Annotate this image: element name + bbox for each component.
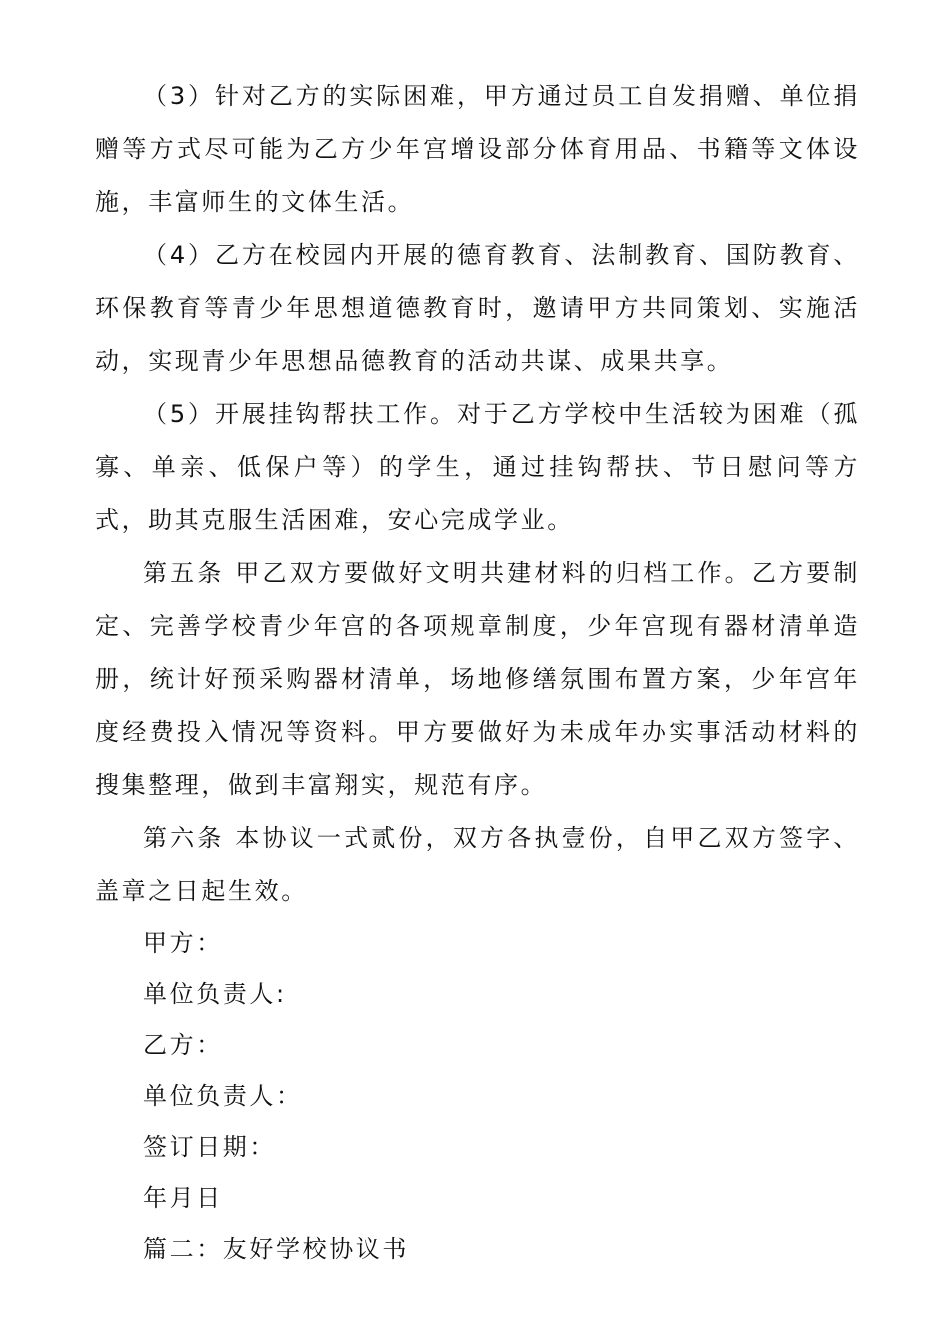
party-b-label: 乙方： (143, 1031, 223, 1059)
document-body (95, 70, 860, 1275)
party-b-leader-label: 单位负责人： (143, 1082, 303, 1110)
sign-date-label: 签订日期： (143, 1133, 276, 1161)
next-section-title: 篇二：友好学校协议书 (143, 1235, 409, 1263)
signature-block (95, 918, 860, 1275)
paragraph-item-5: （5）开展挂钩帮扶工作。对于乙方学校中生活较为困难（孤寡、单亲、低保户等）的学生，通过挂钩帮扶、节日慰问等方式，助其克服生活困难，安心完成学业。 (95, 400, 860, 534)
article-five: 第五条 甲乙双方要做好文明共建材料的归档工作。乙方要制定、完善学校青少年宫的各项规章制度，少年宫现有器材清单造册，统计好预采购器材清单，场地修缮氛围布置方案，少年宫年度经费投入情况等资料。甲方要做好为未成年办实事活动材料的搜集整理，做到丰富翔实，规范有序。 (95, 559, 860, 799)
party-a-label: 甲方： (143, 929, 223, 957)
article-six: 第六条 本协议一式贰份，双方各执壹份，自甲乙双方签字、盖章之日起生效。 (95, 824, 860, 905)
date-placeholder: 年月日 (143, 1184, 223, 1212)
paragraph-item-3: （3）针对乙方的实际困难，甲方通过员工自发捐赠、单位捐赠等方式尽可能为乙方少年宫增设部分体育用品、书籍等文体设施，丰富师生的文体生活。 (95, 82, 860, 216)
party-a-leader-label: 单位负责人: (143, 980, 287, 1008)
paragraph-item-4: （4）乙方在校园内开展的德育教育、法制教育、国防教育、环保教育等青少年思想道德教育时，邀请甲方共同策划、实施活动，实现青少年思想品德教育的活动共谋、成果共享。 (95, 241, 860, 375)
